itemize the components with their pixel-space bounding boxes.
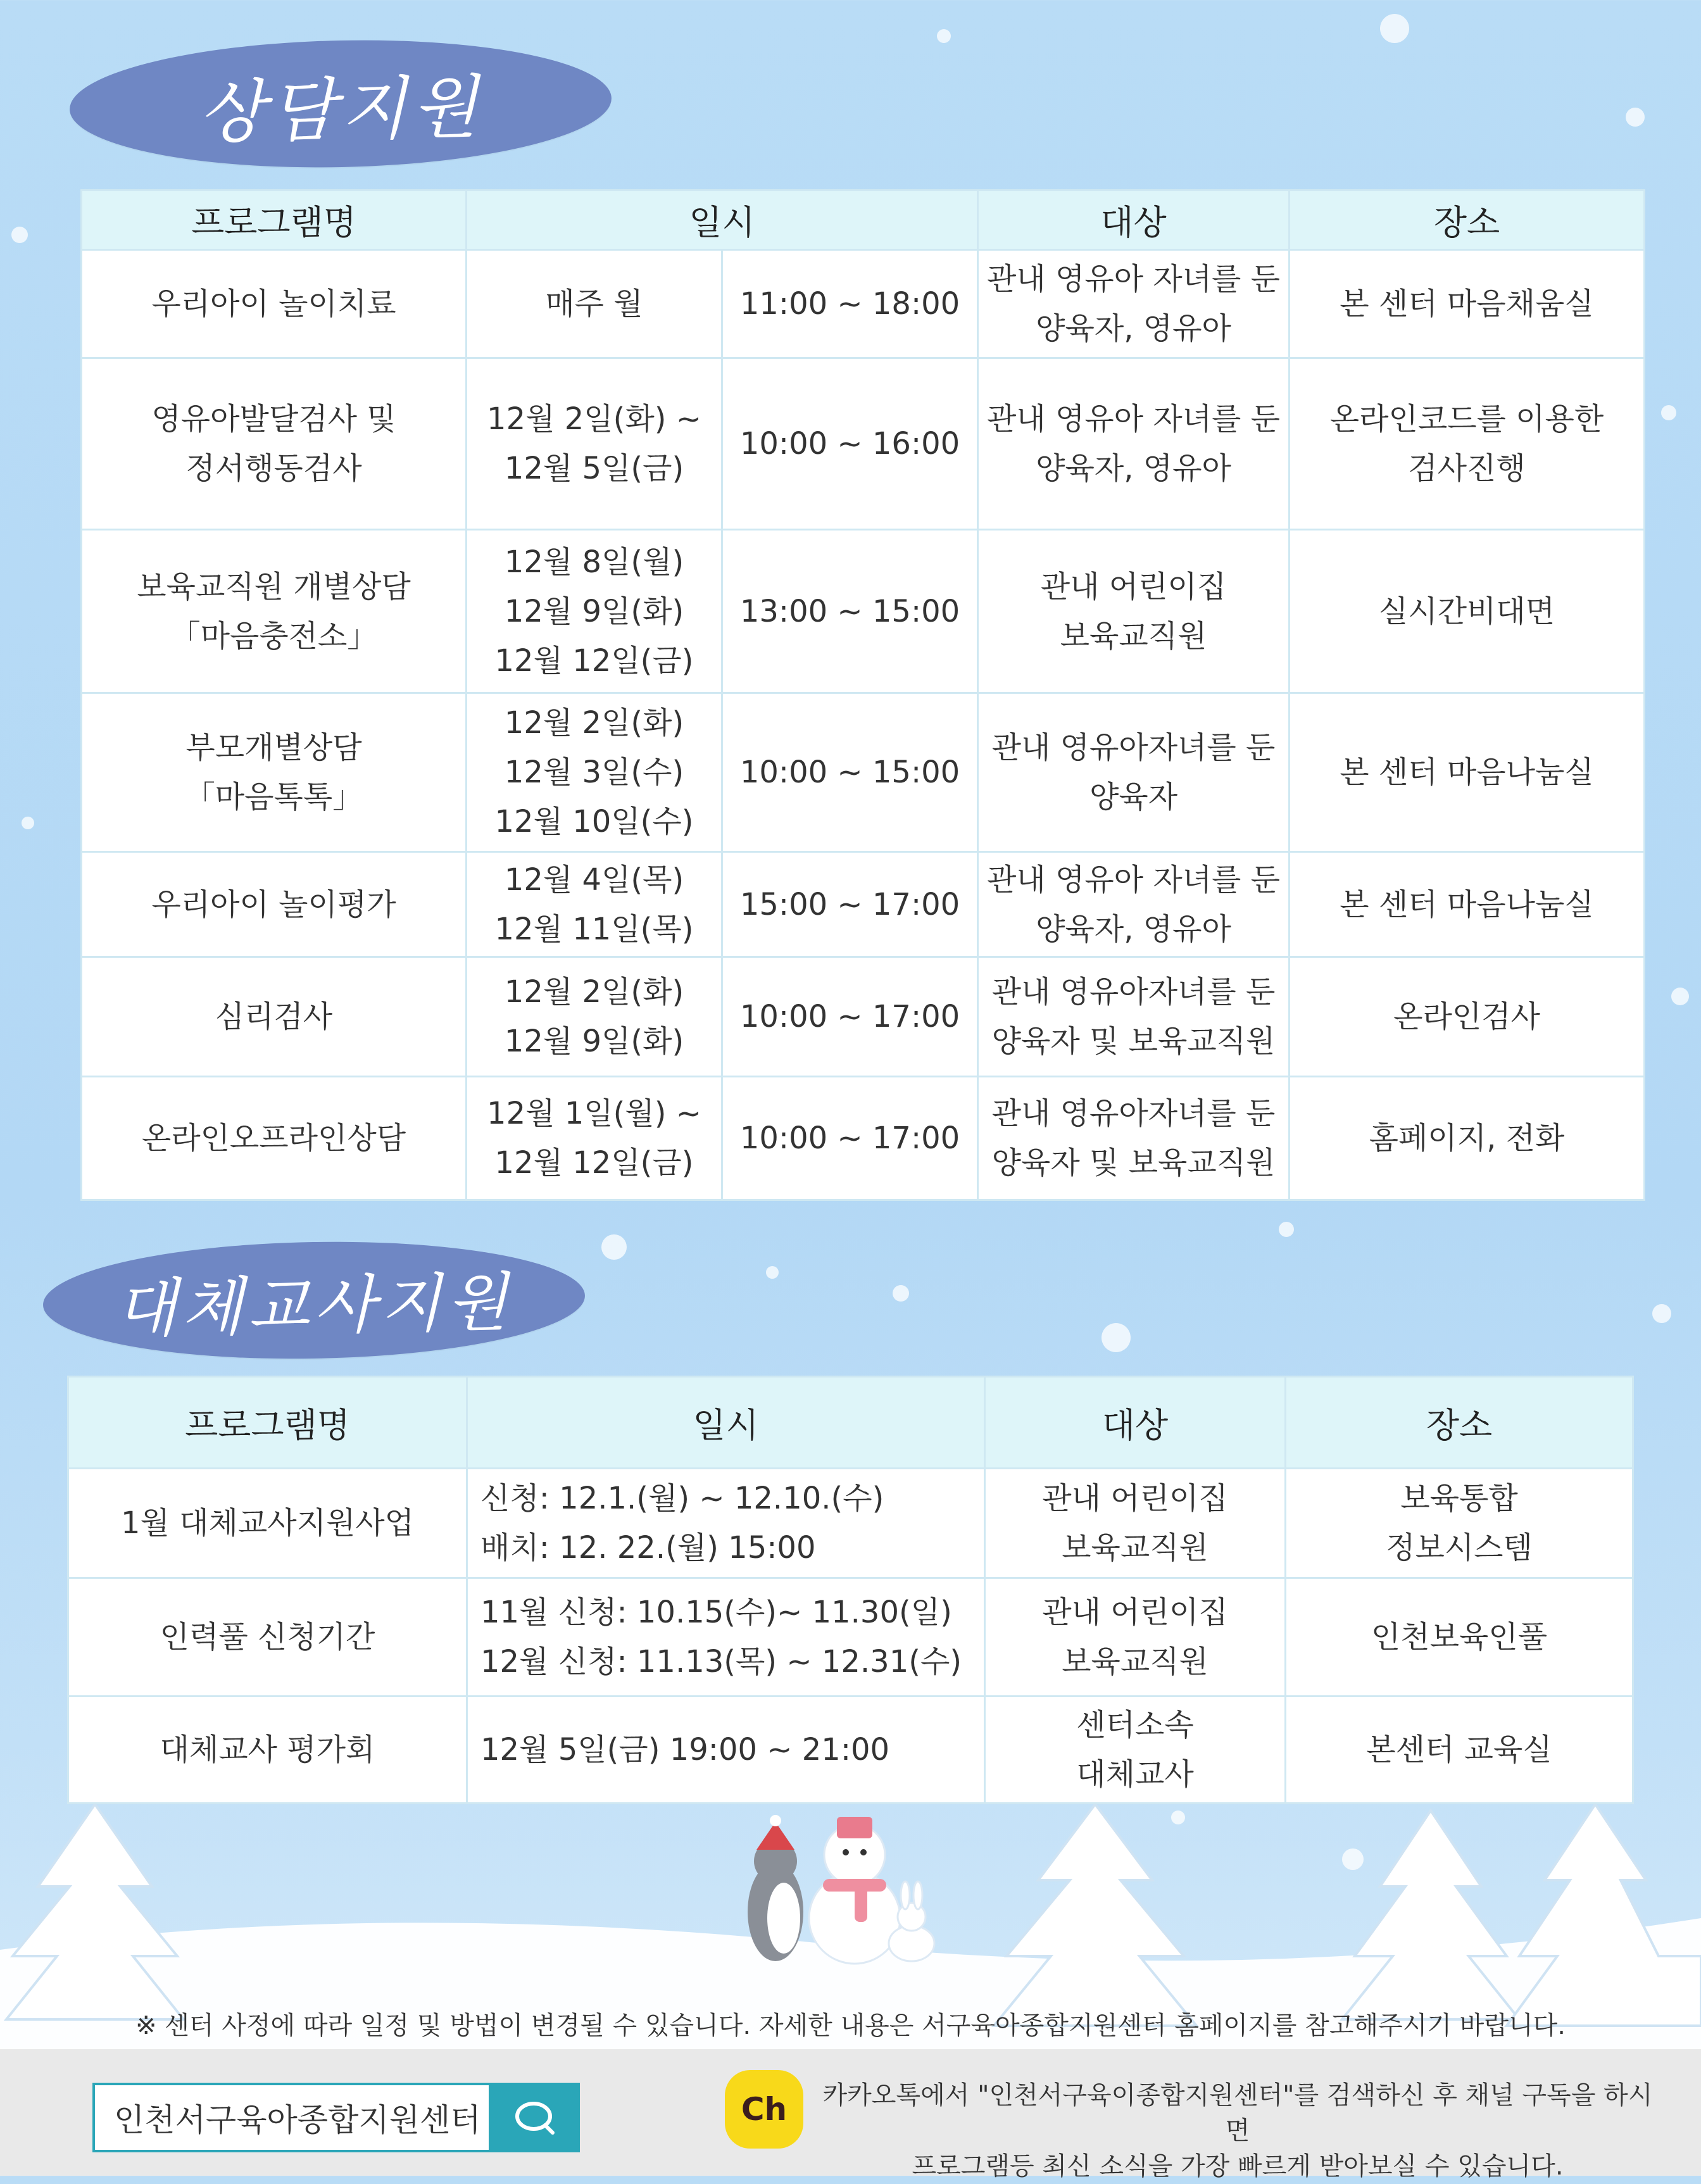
target-audience: 관내 영유아자녀를 둔 양육자 (978, 693, 1290, 852)
snowflake (937, 29, 951, 43)
target-audience: 관내 영유아 자녀를 둔 양육자, 영유아 (978, 852, 1290, 957)
schedule-time: 10:00 ~ 15:00 (722, 693, 978, 852)
snowflake (766, 1266, 779, 1279)
table-row (82, 1077, 1645, 1200)
table-header-row (68, 1377, 1633, 1469)
location: 인천보육인풀 (1286, 1578, 1633, 1697)
target-audience: 관내 어린이집 보육교직원 (985, 1578, 1286, 1697)
program-name: 심리검사 (82, 957, 467, 1077)
header-place: 장소 (1290, 191, 1645, 250)
target-audience: 관내 영유아자녀를 둔 양육자 및 보육교직원 (978, 957, 1290, 1077)
schedule-time: 10:00 ~ 17:00 (722, 1077, 978, 1200)
location: 본센터 교육실 (1286, 1697, 1633, 1804)
location: 실시간비대면 (1290, 530, 1645, 693)
table-row (82, 250, 1645, 358)
schedule-time: 10:00 ~ 16:00 (722, 358, 978, 530)
program-name: 우리아이 놀이치료 (82, 250, 467, 358)
program-name: 영유아발달검사 및 정서행동검사 (82, 358, 467, 530)
penguin-illustration (748, 1815, 803, 1961)
program-name: 대체교사 평가회 (68, 1697, 467, 1804)
snowflake (1652, 1304, 1671, 1323)
search-button[interactable] (491, 2083, 580, 2152)
schedule-date: 매주 월 (467, 250, 722, 358)
kakao-guide-text: 카카오톡에서 "인천서구육이종합지원센터"를 검색하신 후 채널 구독을 하시면 프로그램등 최신 소식을 가장 빠르게 받아보실 수 있습니다. (822, 2081, 1653, 2181)
snowflake (1661, 405, 1676, 420)
target-audience: 관내 영유아자녀를 둔 양육자 및 보육교직원 (978, 1077, 1290, 1200)
location: 본 센터 마음나눔실 (1290, 693, 1645, 852)
location: 본 센터 마음나눔실 (1290, 852, 1645, 957)
search-input[interactable] (92, 2083, 491, 2152)
header-date: 일시 (467, 191, 978, 250)
snowflake (1380, 14, 1409, 43)
program-name: 우리아이 놀이평가 (82, 852, 467, 957)
schedule-date: 12월 8일(월) 12월 9일(화) 12월 12일(금) (467, 530, 722, 693)
table-row (82, 693, 1645, 852)
snowflake (1671, 988, 1689, 1005)
schedule-date: 12월 5일(금) 19:00 ~ 21:00 (467, 1697, 985, 1804)
snowflake (1279, 1222, 1294, 1237)
schedule-time: 11:00 ~ 18:00 (722, 250, 978, 358)
snowflake (601, 1234, 627, 1260)
table-row (68, 1469, 1633, 1578)
section-title-counseling: 상담지원 (68, 35, 613, 173)
schedule-date: 12월 2일(화) ~ 12월 5일(금) (467, 358, 722, 530)
target-audience: 관내 영유아 자녀를 둔 양육자, 영유아 (978, 250, 1290, 358)
schedule-time: 10:00 ~ 17:00 (722, 957, 978, 1077)
location: 본 센터 마음채움실 (1290, 250, 1645, 358)
snowflake (11, 227, 28, 243)
schedule-date: 11월 신청: 10.15(수)~ 11.30(일) 12월 신청: 11.13(목) ~ 12.31(수) (467, 1578, 985, 1697)
program-name: 보육교직원 개별상담 「마음충전소」 (82, 530, 467, 693)
counseling-program-table (80, 189, 1645, 1201)
location: 온라인검사 (1290, 957, 1645, 1077)
header-program: 프로그램명 (82, 191, 467, 250)
table-row (82, 957, 1645, 1077)
target-audience: 센터소속 대체교사 (985, 1697, 1286, 1804)
schedule-date: 12월 1일(월) ~ 12월 12일(금) (467, 1077, 722, 1200)
snowflake (22, 817, 34, 829)
substitute-teacher-program-table (67, 1376, 1634, 1804)
snowflake (1102, 1323, 1131, 1352)
search-icon (513, 2099, 558, 2137)
snowflake (1626, 108, 1645, 127)
table-row (68, 1578, 1633, 1697)
schedule-date: 12월 2일(화) 12월 3일(수) 12월 10일(수) (467, 693, 722, 852)
location: 보육통합 정보시스템 (1286, 1469, 1633, 1578)
program-name: 부모개별상담 「마음톡톡」 (82, 693, 467, 852)
header-date: 일시 (467, 1377, 985, 1469)
program-name: 1월 대체교사지원사업 (68, 1469, 467, 1578)
snowflake (893, 1285, 909, 1302)
table-header-row (82, 191, 1645, 250)
location: 온라인코드를 이용한 검사진행 (1290, 358, 1645, 530)
schedule-time: 13:00 ~ 15:00 (722, 530, 978, 693)
table-row (68, 1697, 1633, 1804)
header-target: 대상 (985, 1377, 1286, 1469)
program-name: 온라인오프라인상담 (82, 1077, 467, 1200)
table-row (82, 530, 1645, 693)
kakao-channel-icon[interactable]: Ch (725, 2070, 803, 2149)
table-row (82, 358, 1645, 530)
schedule-time: 15:00 ~ 17:00 (722, 852, 978, 957)
footnote: ※ 센터 사정에 따라 일정 및 방법이 변경될 수 있습니다. 자세한 내용은 서구육아종합지원센터 홈페이지를 참고해주시기 바랍니다. (135, 2011, 1566, 2040)
program-name: 인력풀 신청기간 (68, 1578, 467, 1697)
header-program: 프로그램명 (68, 1377, 467, 1469)
target-audience: 관내 어린이집 보육교직원 (985, 1469, 1286, 1578)
target-audience: 관내 영유아 자녀를 둔 양육자, 영유아 (978, 358, 1290, 530)
target-audience: 관내 어린이집 보육교직원 (978, 530, 1290, 693)
search-text: 인천서구육아종합지원센터 (114, 2102, 481, 2138)
table-row (82, 852, 1645, 957)
location: 홈페이지, 전화 (1290, 1077, 1645, 1200)
schedule-date: 12월 2일(화) 12월 9일(화) (467, 957, 722, 1077)
schedule-date: 12월 4일(목) 12월 11일(목) (467, 852, 722, 957)
snowman-illustration (809, 1817, 900, 1964)
schedule-date: 신청: 12.1.(월) ~ 12.10.(수) 배치: 12. 22.(월) 15:00 (467, 1469, 985, 1578)
header-target: 대상 (978, 191, 1290, 250)
section-title-substitute-teacher: 대체교사지원 (42, 1238, 586, 1364)
header-place: 장소 (1286, 1377, 1633, 1469)
